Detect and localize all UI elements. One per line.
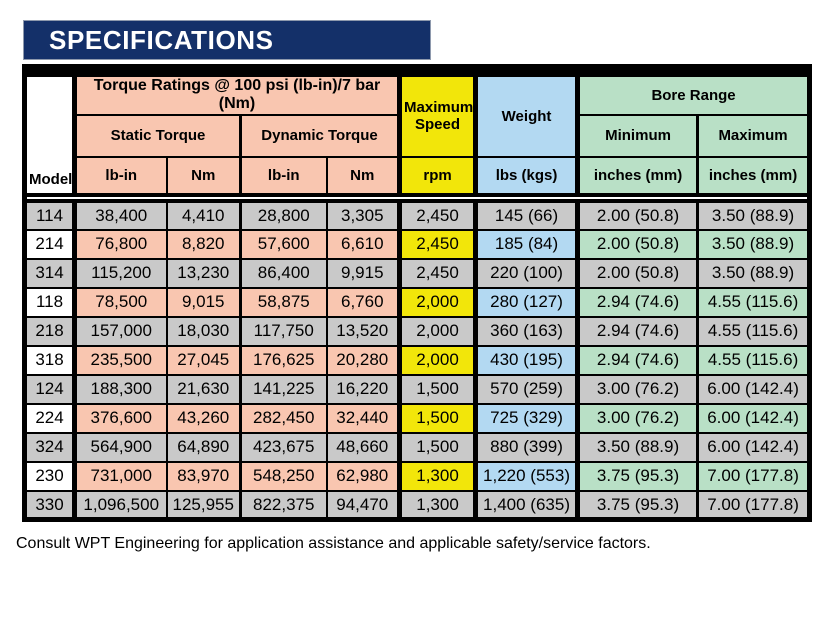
cell-weight-lbs-kgs: 220 (100): [476, 259, 578, 288]
cell-model: 224: [25, 404, 75, 433]
cell-bore-maximum: 4.55 (115.6): [698, 288, 810, 317]
table-row: [25, 230, 810, 259]
bore-range-group-header: Bore Range: [578, 71, 810, 115]
lbs-kgs-unit-header: lbs (kgs): [476, 157, 578, 195]
cell-maximum-speed-rpm: 2,450: [400, 259, 476, 288]
bore-minimum-header: Minimum: [578, 115, 698, 157]
cell-static-torque-lbin: 115,200: [75, 259, 167, 288]
cell-static-torque-nm: 125,955: [167, 491, 241, 520]
cell-bore-minimum: 3.00 (76.2): [578, 375, 698, 404]
header-row-3: [25, 157, 810, 195]
cell-model: 314: [25, 259, 75, 288]
cell-model: 214: [25, 230, 75, 259]
cell-bore-minimum: 3.00 (76.2): [578, 404, 698, 433]
table-row: [25, 404, 810, 433]
cell-weight-lbs-kgs: 280 (127): [476, 288, 578, 317]
cell-static-torque-lbin: 564,900: [75, 433, 167, 462]
cell-bore-minimum: 3.75 (95.3): [578, 491, 698, 520]
cell-maximum-speed-rpm: 2,000: [400, 346, 476, 375]
cell-static-torque-lbin: 376,600: [75, 404, 167, 433]
table-row: [25, 201, 810, 230]
static-nm-unit-header: Nm: [167, 157, 241, 195]
table-body: [25, 195, 810, 520]
cell-weight-lbs-kgs: 570 (259): [476, 375, 578, 404]
cell-bore-maximum: 7.00 (177.8): [698, 491, 810, 520]
cell-maximum-speed-rpm: 1,500: [400, 404, 476, 433]
cell-maximum-speed-rpm: 1,500: [400, 375, 476, 404]
cell-static-torque-nm: 21,630: [167, 375, 241, 404]
cell-static-torque-lbin: 78,500: [75, 288, 167, 317]
cell-static-torque-lbin: 731,000: [75, 462, 167, 491]
cell-model: 114: [25, 201, 75, 230]
cell-weight-lbs-kgs: 185 (84): [476, 230, 578, 259]
cell-bore-maximum: 4.55 (115.6): [698, 346, 810, 375]
cell-static-torque-nm: 9,015: [167, 288, 241, 317]
cell-maximum-speed-rpm: 1,500: [400, 433, 476, 462]
cell-dynamic-torque-nm: 62,980: [327, 462, 400, 491]
cell-static-torque-lbin: 157,000: [75, 317, 167, 346]
cell-bore-minimum: 3.50 (88.9): [578, 433, 698, 462]
inches-mm-min-unit-header: inches (mm): [578, 157, 698, 195]
specifications-table: [22, 64, 812, 522]
cell-dynamic-torque-lbin: 176,625: [241, 346, 327, 375]
cell-dynamic-torque-nm: 6,760: [327, 288, 400, 317]
cell-bore-maximum: 6.00 (142.4): [698, 433, 810, 462]
table-row: [25, 288, 810, 317]
cell-maximum-speed-rpm: 2,450: [400, 230, 476, 259]
cell-dynamic-torque-nm: 32,440: [327, 404, 400, 433]
cell-dynamic-torque-lbin: 57,600: [241, 230, 327, 259]
dynamic-torque-header: Dynamic Torque: [241, 115, 400, 157]
cell-bore-minimum: 2.00 (50.8): [578, 259, 698, 288]
cell-bore-minimum: 2.00 (50.8): [578, 230, 698, 259]
table-row: [25, 462, 810, 491]
cell-dynamic-torque-nm: 48,660: [327, 433, 400, 462]
cell-maximum-speed-rpm: 2,000: [400, 317, 476, 346]
cell-dynamic-torque-nm: 20,280: [327, 346, 400, 375]
cell-bore-maximum: 3.50 (88.9): [698, 259, 810, 288]
table-row: [25, 346, 810, 375]
cell-bore-minimum: 2.94 (74.6): [578, 346, 698, 375]
cell-maximum-speed-rpm: 2,000: [400, 288, 476, 317]
cell-static-torque-nm: 18,030: [167, 317, 241, 346]
table-row: [25, 491, 810, 520]
cell-dynamic-torque-nm: 13,520: [327, 317, 400, 346]
cell-model: 330: [25, 491, 75, 520]
footer-note: Consult WPT Engineering for application assistance and applicable safety/service factors.: [16, 535, 651, 553]
cell-model: 218: [25, 317, 75, 346]
cell-static-torque-nm: 4,410: [167, 201, 241, 230]
cell-bore-maximum: 7.00 (177.8): [698, 462, 810, 491]
cell-dynamic-torque-lbin: 86,400: [241, 259, 327, 288]
cell-bore-minimum: 2.00 (50.8): [578, 201, 698, 230]
cell-model: 318: [25, 346, 75, 375]
cell-dynamic-torque-lbin: 548,250: [241, 462, 327, 491]
cell-weight-lbs-kgs: 1,400 (635): [476, 491, 578, 520]
cell-static-torque-lbin: 235,500: [75, 346, 167, 375]
cell-model: 118: [25, 288, 75, 317]
cell-dynamic-torque-lbin: 822,375: [241, 491, 327, 520]
cell-maximum-speed-rpm: 2,450: [400, 201, 476, 230]
cell-dynamic-torque-nm: 9,915: [327, 259, 400, 288]
inches-mm-max-unit-header: inches (mm): [698, 157, 810, 195]
dynamic-nm-unit-header: Nm: [327, 157, 400, 195]
cell-static-torque-lbin: 188,300: [75, 375, 167, 404]
cell-weight-lbs-kgs: 880 (399): [476, 433, 578, 462]
cell-dynamic-torque-nm: 94,470: [327, 491, 400, 520]
cell-bore-maximum: 4.55 (115.6): [698, 317, 810, 346]
cell-maximum-speed-rpm: 1,300: [400, 491, 476, 520]
cell-static-torque-nm: 13,230: [167, 259, 241, 288]
cell-dynamic-torque-nm: 16,220: [327, 375, 400, 404]
cell-static-torque-nm: 27,045: [167, 346, 241, 375]
cell-static-torque-lbin: 76,800: [75, 230, 167, 259]
bore-maximum-header: Maximum: [698, 115, 810, 157]
cell-maximum-speed-rpm: 1,300: [400, 462, 476, 491]
cell-static-torque-lbin: 38,400: [75, 201, 167, 230]
static-lbin-unit-header: lb-in: [75, 157, 167, 195]
cell-weight-lbs-kgs: 145 (66): [476, 201, 578, 230]
static-torque-header: Static Torque: [75, 115, 241, 157]
header-row-1: [25, 71, 810, 115]
model-column-header: Model: [25, 71, 75, 195]
cell-weight-lbs-kgs: 360 (163): [476, 317, 578, 346]
table-row: [25, 259, 810, 288]
cell-dynamic-torque-nm: 3,305: [327, 201, 400, 230]
cell-static-torque-lbin: 1,096,500: [75, 491, 167, 520]
cell-model: 230: [25, 462, 75, 491]
dynamic-lbin-unit-header: lb-in: [241, 157, 327, 195]
cell-dynamic-torque-lbin: 282,450: [241, 404, 327, 433]
cell-weight-lbs-kgs: 1,220 (553): [476, 462, 578, 491]
cell-dynamic-torque-lbin: 58,875: [241, 288, 327, 317]
cell-static-torque-nm: 64,890: [167, 433, 241, 462]
cell-bore-minimum: 2.94 (74.6): [578, 288, 698, 317]
cell-dynamic-torque-lbin: 28,800: [241, 201, 327, 230]
cell-bore-maximum: 6.00 (142.4): [698, 404, 810, 433]
cell-model: 324: [25, 433, 75, 462]
rpm-unit-header: rpm: [400, 157, 476, 195]
cell-bore-maximum: 3.50 (88.9): [698, 201, 810, 230]
table-row: [25, 433, 810, 462]
cell-static-torque-nm: 83,970: [167, 462, 241, 491]
table-row: [25, 317, 810, 346]
cell-dynamic-torque-lbin: 423,675: [241, 433, 327, 462]
torque-ratings-group-header: Torque Ratings @ 100 psi (lb-in)/7 bar (Nm): [75, 71, 400, 115]
specifications-banner: [23, 20, 431, 60]
cell-bore-minimum: 3.75 (95.3): [578, 462, 698, 491]
cell-weight-lbs-kgs: 430 (195): [476, 346, 578, 375]
cell-bore-maximum: 3.50 (88.9): [698, 230, 810, 259]
cell-dynamic-torque-lbin: 141,225: [241, 375, 327, 404]
cell-dynamic-torque-nm: 6,610: [327, 230, 400, 259]
cell-static-torque-nm: 43,260: [167, 404, 241, 433]
banner-title: SPECIFICATIONS: [49, 24, 274, 55]
weight-header: Weight: [476, 71, 578, 157]
cell-weight-lbs-kgs: 725 (329): [476, 404, 578, 433]
maximum-speed-header: Maximum Speed: [400, 71, 476, 157]
cell-bore-maximum: 6.00 (142.4): [698, 375, 810, 404]
table-row: [25, 375, 810, 404]
cell-dynamic-torque-lbin: 117,750: [241, 317, 327, 346]
cell-model: 124: [25, 375, 75, 404]
cell-bore-minimum: 2.94 (74.6): [578, 317, 698, 346]
cell-static-torque-nm: 8,820: [167, 230, 241, 259]
